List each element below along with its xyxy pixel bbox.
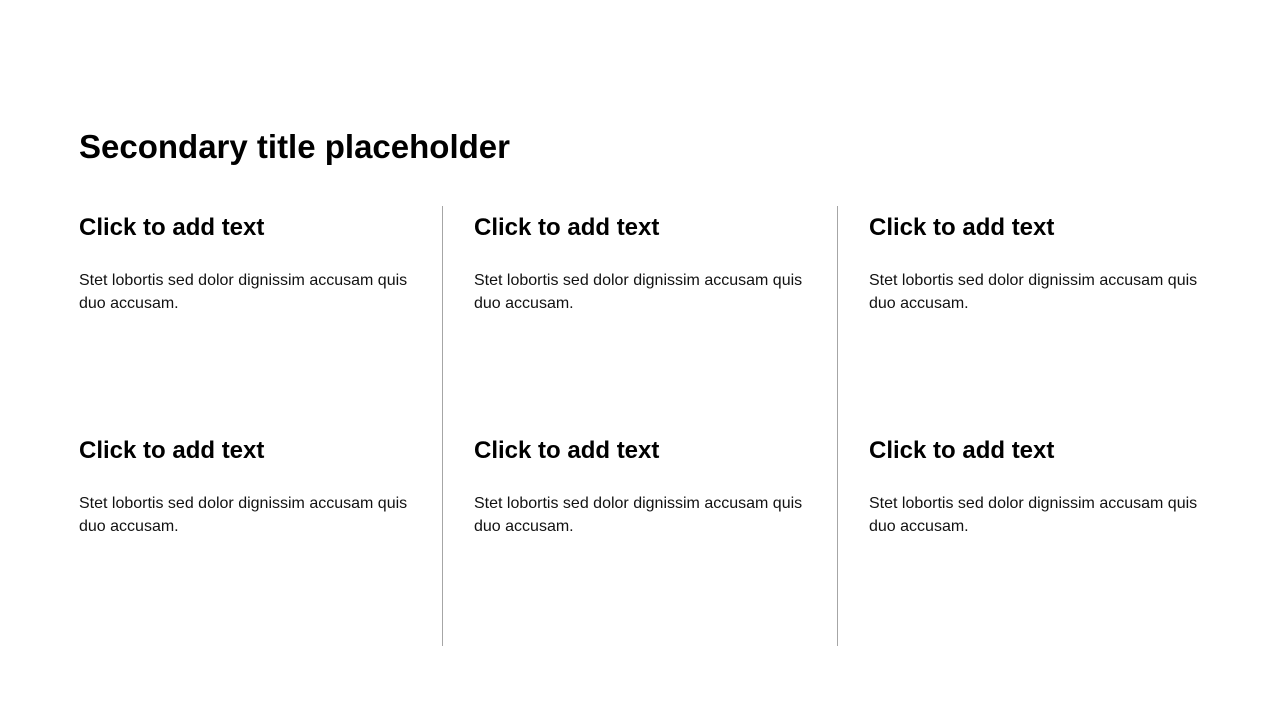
text-block-heading[interactable]: Click to add text [79, 437, 265, 464]
text-block [79, 436, 411, 538]
text-block-heading[interactable]: Click to add text [869, 437, 1055, 464]
text-block-heading[interactable]: Click to add text [474, 437, 660, 464]
text-block-heading[interactable]: Click to add text [474, 214, 660, 241]
text-block [474, 436, 806, 538]
text-block-body[interactable]: Stet lobortis sed dolor dignissim accusam quis duo accusam. [869, 495, 1198, 535]
text-block-heading[interactable]: Click to add text [79, 214, 265, 241]
text-block [869, 436, 1201, 538]
column-divider [442, 206, 443, 646]
text-block [474, 213, 806, 315]
text-block-body[interactable]: Stet lobortis sed dolor dignissim accusam quis duo accusam. [474, 272, 803, 312]
text-block-body[interactable]: Stet lobortis sed dolor dignissim accusam quis duo accusam. [869, 272, 1198, 312]
content-grid [79, 206, 1201, 646]
text-block [79, 213, 411, 315]
column-divider [837, 206, 838, 646]
text-block-body[interactable]: Stet lobortis sed dolor dignissim accusam quis duo accusam. [79, 495, 408, 535]
slide-title[interactable]: Secondary title placeholder [79, 128, 510, 165]
text-block [869, 213, 1201, 315]
text-block-body[interactable]: Stet lobortis sed dolor dignissim accusam quis duo accusam. [79, 272, 408, 312]
text-block-body[interactable]: Stet lobortis sed dolor dignissim accusam quis duo accusam. [474, 495, 803, 535]
text-block-heading[interactable]: Click to add text [869, 214, 1055, 241]
